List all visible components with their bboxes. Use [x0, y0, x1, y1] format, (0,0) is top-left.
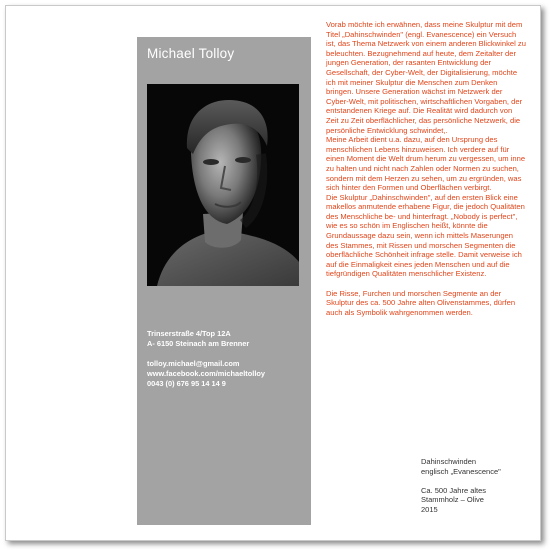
artist-sidebar	[137, 37, 311, 525]
artwork-year: 2015	[421, 505, 438, 515]
statement-paragraph: Die Skulptur „Dahinschwinden", auf den ersten Blick eine makellos anmutende erhabene Figur, die jedoch Qualitäten des Menschliche be- und hinterfragt. „Nobody is perfect", wie es so schön im Englischen heißt, könnte die Grundaussage dazu sein, wenn ich mittels Maserungen des Stammes, mit Rissen und morschen Segmenten die oberflächliche Schönheit infrage stelle. Damit verweise ich auf die Einmaligkeit eines jeden Menschen und auf die tiefgründigen Qualitäten menschlicher Existenz.	[326, 192, 525, 279]
artist-name: Michael Tolloy	[147, 46, 235, 61]
statement-paragraph: Die Risse, Furchen und morschen Segmente an der Skulptur des ca. 500 Jahre alten Olivenstammes, dürfen auch als Symbolik wahrgenommen werden.	[326, 288, 516, 317]
address-line-1: Trinserstraße 4/Top 12A	[147, 329, 231, 338]
statement-paragraph: Meine Arbeit dient u.a. dazu, auf den Ursprung des menschlichen Lebens hinzuweisen. Ich verdere auf für einen Moment die Welt drum herum zu vergessen, um inne zu halten und nicht nach Zahlen oder Normen zu suchen, sondern mit dem Herzen zu sehen, um zu ergründen, was sich hinter den Formen und Oberflächen verbirgt.	[326, 135, 526, 193]
artwork-title: Dahinschwinden	[421, 457, 477, 466]
address-line-2: A- 6150 Steinach am Brenner	[147, 339, 250, 348]
phone-number: 0043 (0) 676 95 14 14 9	[147, 379, 226, 388]
artwork-title-english: englisch „Evanescence"	[421, 466, 501, 476]
statement-paragraph: Vorab möchte ich erwähnen, dass meine Skulptur mit dem Titel „Dahinschwinden" (engl. Evanescence) ein Versuch ist, das Thema Netzwerk von einem anderen Blickwinkel zu beleuchten. Bezugnehmend auf heute, dem Zeitalter der jungen Generation, der rasanten Entwicklung der Gesellschaft, der Cyber-Welt, der Digitalisierung, möchte ich mit meiner Skulptur die Menschen zum Denken bringen. Unsere Generation wächst im Netzwerk der Cyber-Welt, mit politischen, wirtschaftlichen Vorgaben, der entstandenen Kriege auf. Die Realität wird dadurch von Zeit zu Zeit oberflächlicher, das persönliche Netzwerk, die persönliche Entwicklung schwindet,.	[326, 20, 526, 135]
website-link[interactable]: www.facebook.com/michaeltolloy	[147, 369, 266, 378]
brochure-page	[5, 5, 541, 541]
email-link[interactable]: tolloy.michael@gmail.com	[147, 359, 240, 368]
artwork-material-line-2: Stammholz – Olive	[421, 495, 484, 505]
artwork-caption	[421, 457, 501, 515]
contact-block	[147, 329, 265, 389]
artist-statement	[326, 20, 526, 317]
artist-portrait	[147, 84, 299, 286]
artwork-material-line-1: Ca. 500 Jahre altes	[421, 485, 487, 495]
